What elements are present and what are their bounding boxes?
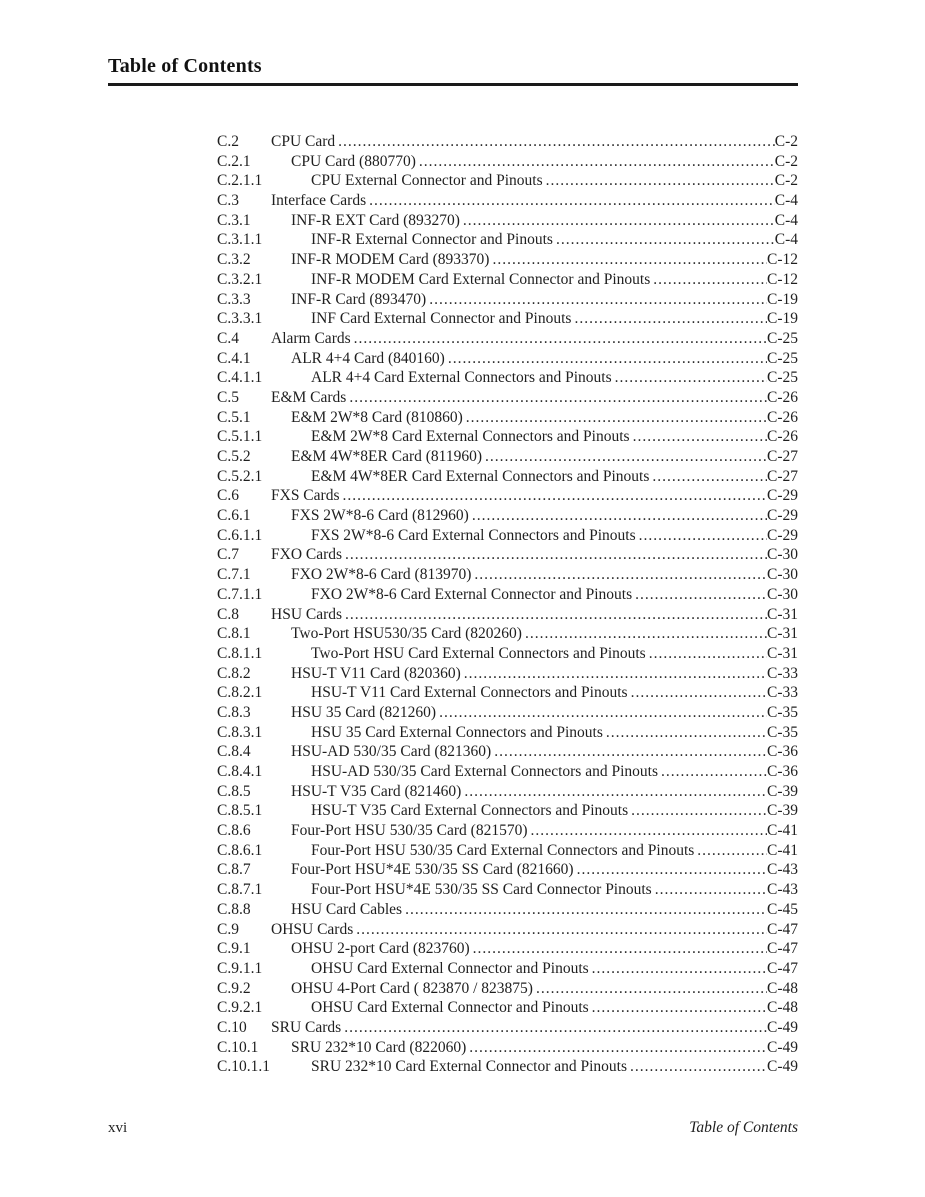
toc-entry-number: C.8.7.1 (217, 881, 263, 899)
toc-entry-number: C.9.2.1 (217, 999, 263, 1017)
toc-entry-number: C.8.2 (217, 664, 251, 682)
toc-entry-number: C.5.1.1 (217, 428, 263, 446)
toc-entry-title: OHSU Card External Connector and Pinouts (311, 959, 589, 977)
dot-leader-icon (589, 998, 767, 1018)
toc-entry (217, 290, 798, 310)
toc-entry-page: C-29 (767, 487, 798, 505)
toc-entry-title: FXS Cards (271, 487, 340, 505)
toc-entry-page: C-26 (767, 388, 798, 406)
toc-entry-title: INF-R Card (893470) (291, 290, 427, 308)
dot-leader-icon (571, 309, 767, 329)
toc-entry-page: C-36 (767, 763, 798, 780)
toc-entry (217, 270, 798, 290)
dot-leader-icon (445, 349, 767, 369)
dot-leader-icon (460, 211, 775, 231)
toc-entry-number: C.9.1 (217, 940, 251, 958)
toc-entry-page: C-25 (767, 369, 798, 387)
toc-entry (217, 309, 798, 329)
toc-entry-title: Alarm Cards (271, 329, 351, 347)
dot-leader-icon (649, 467, 767, 487)
toc-entry-number: C.2.1.1 (217, 172, 263, 190)
toc-entry (217, 368, 798, 388)
toc-entry-page: C-29 (767, 507, 798, 525)
toc-entry-page: C-19 (767, 310, 798, 328)
toc-entry-number: C.7 (217, 546, 239, 564)
toc-entry-page: C-19 (767, 290, 798, 308)
dot-leader-icon (416, 152, 775, 172)
toc-entry-page: C-27 (767, 467, 798, 485)
toc-entry (217, 900, 798, 920)
toc-entry-number: C.4 (217, 329, 239, 347)
toc-entry (217, 388, 798, 408)
toc-entry-title: HSU 35 Card External Connectors and Pinouts (311, 723, 603, 741)
toc-entry (217, 801, 798, 821)
toc-entry (217, 644, 798, 664)
toc-entry-title: INF-R MODEM Card (893370) (291, 251, 490, 269)
dot-leader-icon (694, 841, 767, 861)
toc-entry-title: ALR 4+4 Card External Connectors and Pinouts (311, 369, 612, 387)
toc-entry (217, 545, 798, 565)
toc-entry (217, 349, 798, 369)
dot-leader-icon (342, 605, 767, 625)
dot-leader-icon (342, 545, 767, 565)
toc-entry-page: C-30 (767, 546, 798, 564)
toc-entry (217, 565, 798, 585)
dot-leader-icon (470, 939, 767, 959)
toc-entry-title: Four-Port HSU 530/35 Card External Connectors and Pinouts (311, 841, 695, 859)
toc-entry-page: C-26 (767, 408, 798, 426)
dot-leader-icon (553, 230, 775, 250)
toc-entry-number: C.3.1 (217, 211, 251, 229)
toc-entry-number: C.5.1 (217, 408, 251, 426)
toc-entry-title: HSU-T V11 Card External Connectors and Pinouts (311, 684, 628, 702)
toc-entry-page: C-4 (774, 231, 798, 249)
toc-entry-page: C-48 (767, 979, 798, 997)
toc-entry-number: C.8.4 (217, 743, 251, 761)
toc-entry (217, 132, 798, 152)
toc-entry-title: Four-Port HSU*4E 530/35 SS Card Connector Pinouts (311, 881, 652, 899)
toc-entry-page: C-49 (767, 1058, 798, 1076)
toc-entry-number: C.8.3 (217, 703, 251, 721)
toc-entry-page: C-31 (767, 625, 798, 643)
toc-entry (217, 1018, 798, 1038)
dot-leader-icon (366, 191, 775, 211)
dot-leader-icon (603, 723, 767, 743)
toc-entry (217, 486, 798, 506)
footer-page-number: xvi (108, 1120, 128, 1136)
toc-entry-title: ALR 4+4 Card (840160) (291, 349, 445, 367)
toc-entry-title: HSU-T V11 Card (820360) (291, 664, 461, 682)
toc-entry (217, 427, 798, 447)
dot-leader-icon (491, 742, 767, 762)
toc-entry-title: Four-Port HSU 530/35 Card (821570) (291, 822, 528, 840)
dot-leader-icon (461, 664, 767, 684)
toc-entry (217, 191, 798, 211)
toc-entry (217, 742, 798, 762)
toc-entry-number: C.3 (217, 192, 239, 210)
toc-entry-number: C.8.6 (217, 822, 251, 840)
dot-leader-icon (658, 762, 767, 782)
toc-entry (217, 920, 798, 940)
toc-entry-title: Four-Port HSU*4E 530/35 SS Card (821660) (291, 861, 574, 879)
dot-leader-icon (650, 270, 767, 290)
toc-entry-page: C-2 (774, 172, 798, 190)
toc-entry-title: OHSU 2-port Card (823760) (291, 940, 470, 958)
toc-entry-title: INF-R MODEM Card External Connector and Pinouts (311, 270, 651, 288)
dot-leader-icon (528, 821, 768, 841)
toc-entry-page: C-12 (767, 251, 798, 269)
toc-entry-number: C.3.3 (217, 290, 251, 308)
toc-entry (217, 1038, 798, 1058)
toc-entry (217, 782, 798, 802)
toc-entry-title: INF-R EXT Card (893270) (291, 211, 460, 229)
toc-entry-page: C-35 (767, 703, 798, 721)
toc-entry-page: C-36 (767, 743, 798, 761)
page-header (108, 54, 798, 86)
toc-entry-number: C.8.3.1 (217, 723, 263, 741)
dot-leader-icon (574, 860, 767, 880)
dot-leader-icon (351, 329, 767, 349)
toc-entry-number: C.8 (217, 605, 239, 623)
toc-entry-number: C.3.2.1 (217, 270, 263, 288)
dot-leader-icon (469, 506, 767, 526)
toc-entry-title: SRU 232*10 Card (822060) (291, 1038, 467, 1056)
toc-entry-page: C-43 (767, 881, 798, 899)
dot-leader-icon (543, 171, 775, 191)
page-title: Table of Contents (108, 55, 262, 77)
toc-entry-title: OHSU Card External Connector and Pinouts (311, 999, 589, 1017)
toc-entry-title: CPU Card (271, 133, 336, 150)
toc-entry-number: C.4.1.1 (217, 369, 263, 387)
toc-entry-page: C-2 (774, 133, 798, 150)
dot-leader-icon (341, 1018, 767, 1038)
toc-entry-title: FXS 2W*8-6 Card External Connectors and Pinouts (311, 526, 636, 544)
toc-entry (217, 860, 798, 880)
toc-entry-page: C-27 (767, 448, 798, 465)
toc-entry-number: C.6.1 (217, 507, 251, 525)
toc-entry-number: C.4.1 (217, 349, 251, 367)
toc-entry-title: OHSU 4-Port Card ( 823870 / 823875) (291, 979, 533, 997)
toc-entry-number: C.10.1 (217, 1038, 259, 1056)
toc-entry (217, 467, 798, 487)
toc-entry-page: C-31 (767, 644, 798, 662)
toc-entry-title: HSU 35 Card (821260) (291, 703, 437, 721)
toc-entry-number: C.9 (217, 920, 239, 938)
dot-leader-icon (463, 408, 767, 428)
dot-leader-icon (402, 900, 767, 920)
toc-entry-title: FXO Cards (271, 546, 343, 564)
toc-entry-number: C.8.8 (217, 900, 251, 918)
toc-entry-title: E&M 2W*8 Card (810860) (291, 408, 463, 426)
toc-entry-page: C-47 (767, 940, 798, 958)
toc-entry-title: HSU Card Cables (291, 900, 403, 918)
toc-entry-number: C.3.3.1 (217, 310, 263, 328)
toc-entry-page: C-45 (767, 900, 798, 918)
dot-leader-icon (646, 644, 767, 664)
toc-entry-title: E&M Cards (271, 388, 347, 406)
toc-entry-title: E&M 2W*8 Card External Connectors and Pinouts (311, 428, 630, 446)
toc-entry-title: HSU-T V35 Card External Connectors and Pinouts (311, 802, 629, 820)
toc-entry-page: C-12 (767, 270, 798, 288)
toc-entry-page: C-35 (767, 723, 798, 741)
toc-entry (217, 585, 798, 605)
dot-leader-icon (612, 368, 767, 388)
toc-list (217, 132, 798, 1077)
toc-entry (217, 683, 798, 703)
dot-leader-icon (346, 388, 767, 408)
toc-entry (217, 605, 798, 625)
toc-entry-number: C.8.1 (217, 625, 251, 643)
toc-entry-page: C-48 (767, 999, 798, 1017)
toc-entry-title: Two-Port HSU Card External Connectors and Pinouts (311, 644, 646, 662)
toc-entry-page: C-33 (767, 684, 798, 702)
toc-entry-page: C-41 (767, 822, 798, 840)
dot-leader-icon (589, 959, 767, 979)
dot-leader-icon (522, 624, 767, 644)
toc-entry (217, 939, 798, 959)
toc-entry-title: Interface Cards (271, 192, 367, 210)
toc-entry-title: E&M 4W*8ER Card (811960) (291, 448, 482, 465)
toc-entry-number: C.8.5.1 (217, 802, 263, 820)
toc-entry-page: C-39 (767, 782, 798, 800)
dot-leader-icon (426, 290, 767, 310)
toc-entry (217, 880, 798, 900)
toc-entry-number: C.3.1.1 (217, 231, 263, 249)
toc-entry-title: HSU-T V35 Card (821460) (291, 782, 462, 800)
toc-entry (217, 664, 798, 684)
toc-entry (217, 762, 798, 782)
toc-entry-title: E&M 4W*8ER Card External Connectors and Pinouts (311, 467, 650, 485)
toc-entry (217, 821, 798, 841)
toc-entry (217, 1057, 798, 1077)
toc-entry-title: FXO 2W*8-6 Card (813970) (291, 566, 472, 584)
dot-leader-icon (489, 250, 767, 270)
dot-leader-icon (628, 801, 767, 821)
toc-entry (217, 408, 798, 428)
toc-entry-title: HSU-AD 530/35 Card External Connectors and Pinouts (311, 763, 658, 780)
toc-entry-number: C.6 (217, 487, 239, 505)
toc-entry-page: C-26 (767, 428, 798, 446)
toc-entry-title: FXO 2W*8-6 Card External Connector and Pinouts (311, 585, 633, 603)
toc-entry-number: C.10 (217, 1018, 247, 1036)
toc-entry-page: C-25 (767, 329, 798, 347)
toc-entry (217, 624, 798, 644)
toc-entry (217, 841, 798, 861)
toc-entry-page: C-30 (767, 566, 798, 584)
toc-entry-number: C.6.1.1 (217, 526, 263, 544)
toc-entry (217, 171, 798, 191)
toc-entry-number: C.2.1 (217, 152, 251, 170)
dot-leader-icon (482, 447, 767, 467)
toc-entry (217, 723, 798, 743)
toc-entry-title: INF Card External Connector and Pinouts (311, 310, 572, 328)
toc-entry-number: C.5.2 (217, 448, 251, 465)
toc-entry-page: C-4 (774, 192, 798, 210)
toc-entry-page: C-25 (767, 349, 798, 367)
toc-entry-title: HSU Cards (271, 605, 343, 623)
toc-entry-number: C.8.4.1 (217, 763, 263, 780)
toc-entry-page: C-49 (767, 1038, 798, 1056)
toc-entry (217, 506, 798, 526)
toc-entry-page: C-4 (774, 211, 798, 229)
footer-section-label: Table of Contents (689, 1119, 798, 1136)
toc-entry-number: C.8.5 (217, 782, 251, 800)
toc-entry (217, 211, 798, 231)
toc-entry-title: SRU 232*10 Card External Connector and Pinouts (311, 1058, 627, 1076)
dot-leader-icon (466, 1038, 767, 1058)
dot-leader-icon (628, 683, 767, 703)
toc-entry-title: SRU Cards (271, 1018, 342, 1036)
toc-entry-page: C-29 (767, 526, 798, 544)
toc-entry-page: C-49 (767, 1018, 798, 1036)
toc-entry-number: C.7.1 (217, 566, 251, 584)
toc-entry-title: HSU-AD 530/35 Card (821360) (291, 743, 492, 761)
dot-leader-icon (339, 486, 767, 506)
toc-entry-number: C.3.2 (217, 251, 251, 269)
dot-leader-icon (627, 1057, 767, 1077)
toc-entry-number: C.9.1.1 (217, 959, 263, 977)
toc-entry-title: Two-Port HSU530/35 Card (820260) (291, 625, 522, 643)
toc-entry-number: C.5 (217, 388, 239, 406)
toc-entry-page: C-41 (767, 841, 798, 859)
toc-entry (217, 329, 798, 349)
dot-leader-icon (335, 132, 775, 152)
toc-entry-page: C-30 (767, 585, 798, 603)
toc-entry-number: C.8.1.1 (217, 644, 263, 662)
toc-entry-number: C.8.7 (217, 861, 251, 879)
page-footer (108, 1119, 798, 1137)
dot-leader-icon (461, 782, 767, 802)
header-rule (108, 83, 798, 86)
toc-entry (217, 959, 798, 979)
dot-leader-icon (353, 920, 767, 940)
toc-entry-page: C-47 (767, 959, 798, 977)
toc-entry (217, 998, 798, 1018)
dot-leader-icon (632, 585, 767, 605)
toc-entry (217, 152, 798, 172)
toc-entry-title: INF-R External Connector and Pinouts (311, 231, 553, 249)
toc-entry-page: C-2 (774, 152, 798, 170)
toc-entry-title: OHSU Cards (271, 920, 354, 938)
toc-entry-title: FXS 2W*8-6 Card (812960) (291, 507, 469, 525)
dot-leader-icon (652, 880, 767, 900)
toc-entry-page: C-47 (767, 920, 798, 938)
toc-entry-number: C.7.1.1 (217, 585, 263, 603)
toc-entry (217, 250, 798, 270)
toc-entry-number: C.10.1.1 (217, 1058, 270, 1076)
toc-entry-page: C-39 (767, 802, 798, 820)
toc-entry (217, 979, 798, 999)
toc-entry-number: C.9.2 (217, 979, 251, 997)
toc-entry-number: C.5.2.1 (217, 467, 263, 485)
toc-entry-page: C-31 (767, 605, 798, 623)
dot-leader-icon (533, 979, 767, 999)
toc-entry-page: C-43 (767, 861, 798, 879)
dot-leader-icon (471, 565, 767, 585)
toc-entry (217, 526, 798, 546)
dot-leader-icon (630, 427, 767, 447)
toc-entry-title: CPU External Connector and Pinouts (311, 172, 543, 190)
toc-entry-number: C.2 (217, 133, 239, 150)
toc-entry (217, 703, 798, 723)
toc-entry (217, 447, 798, 467)
dot-leader-icon (436, 703, 767, 723)
toc-entry-number: C.8.2.1 (217, 684, 263, 702)
dot-leader-icon (636, 526, 767, 546)
toc-entry-title: CPU Card (880770) (291, 152, 416, 170)
toc-entry-number: C.8.6.1 (217, 841, 263, 859)
toc-entry (217, 230, 798, 250)
toc-entry-page: C-33 (767, 664, 798, 682)
